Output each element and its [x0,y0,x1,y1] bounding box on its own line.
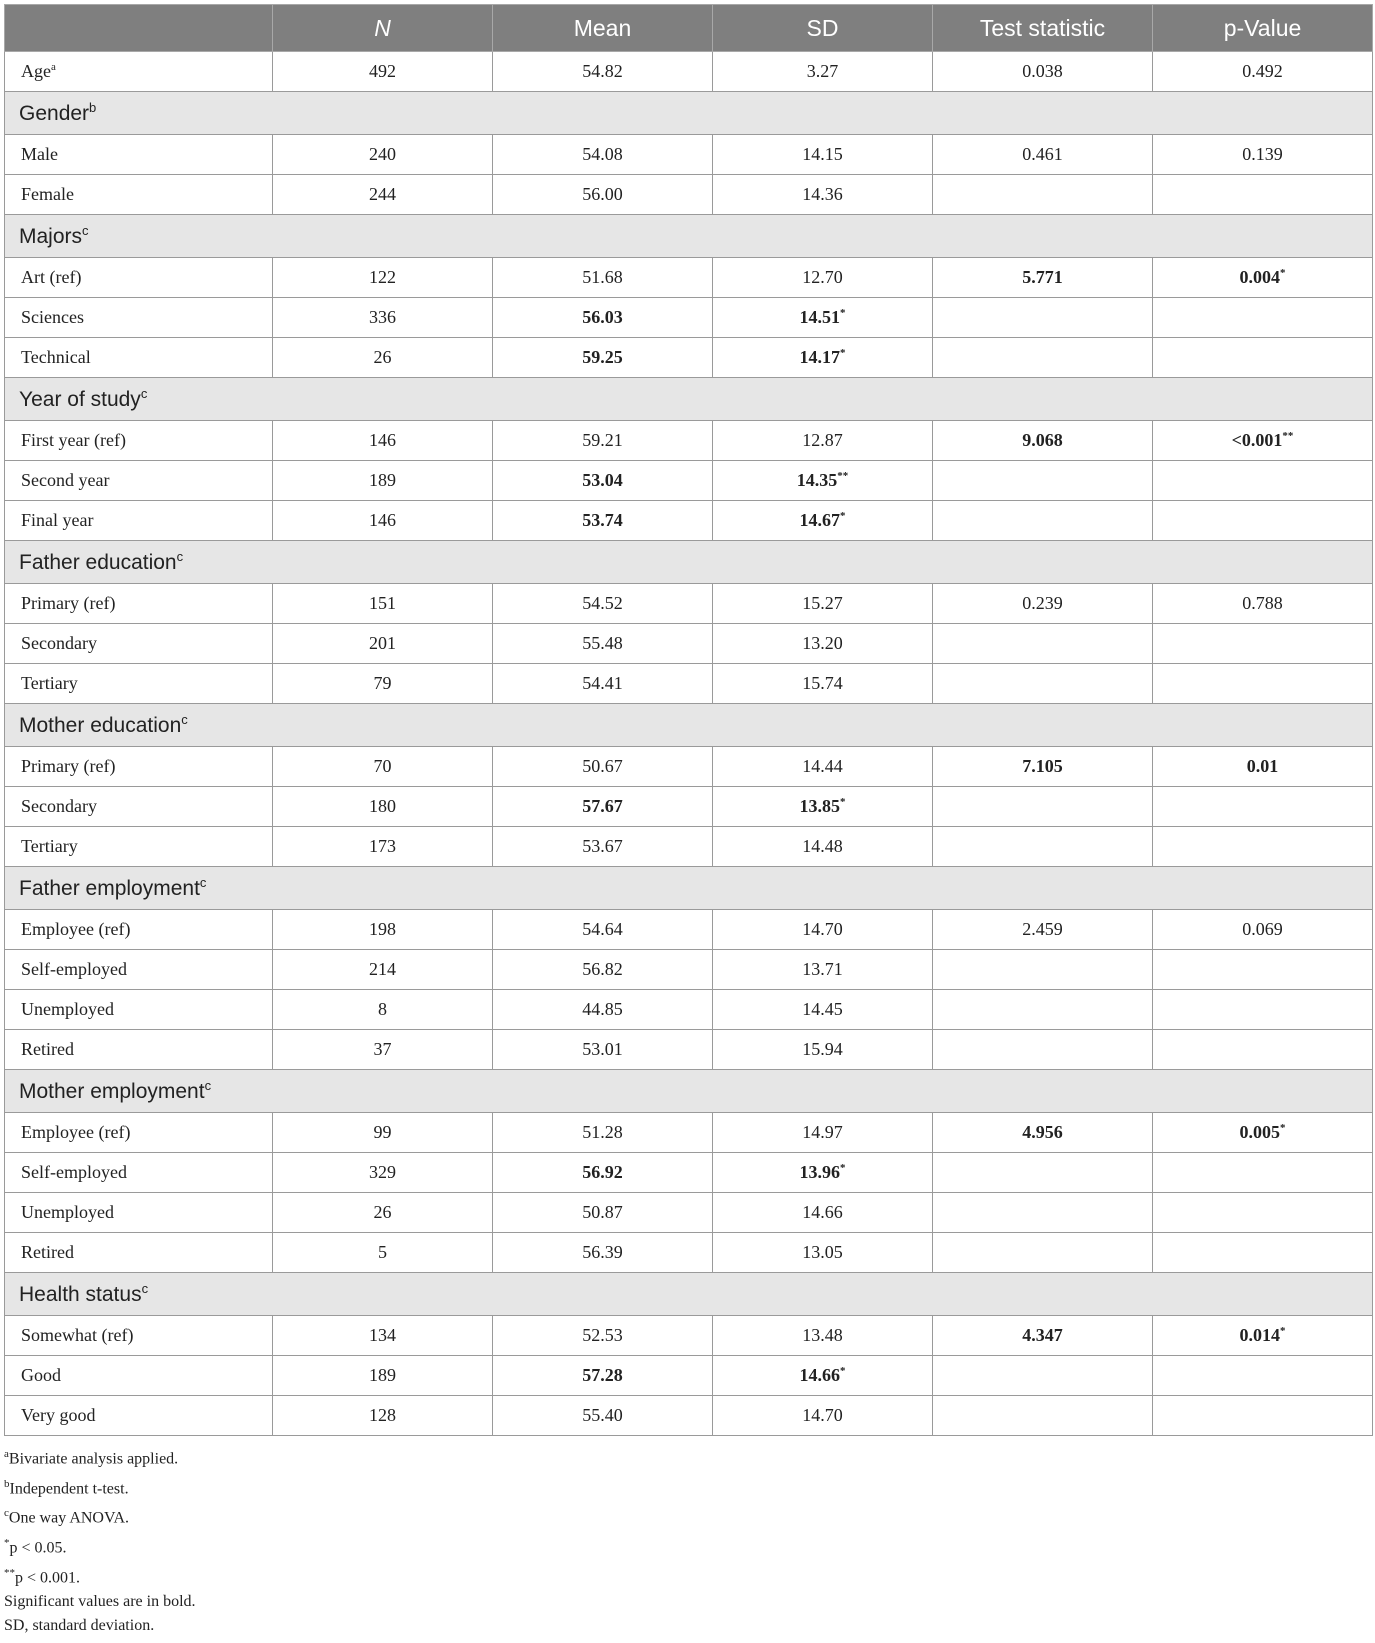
cell-p-value: <0.001** [1153,421,1373,461]
table-row [5,584,1373,624]
section-title: Health status$^c$ [5,1273,1373,1316]
cell-n: 189 [273,461,493,501]
cell-test-statistic [933,175,1153,215]
footnote: *p < 0.05. [4,1536,67,1557]
table-row [5,1113,1373,1153]
cell-test-statistic: 4.347 [933,1316,1153,1356]
table-row [5,1356,1373,1396]
cell-test-statistic [933,298,1153,338]
table-footnotes [4,1442,1372,1639]
section-title: Father employment$^c$ [5,867,1373,910]
header-p-value: p-Value [1153,5,1373,52]
cell-sd: 14.51* [713,298,933,338]
cell-n: 128 [273,1396,493,1436]
cell-mean: 57.28 [493,1356,713,1396]
table-row [5,1396,1373,1436]
table-row [5,175,1373,215]
cell-mean: 53.04 [493,461,713,501]
table-row [5,910,1373,950]
cell-sd: 14.17* [713,338,933,378]
footnote: Significant values are in bold. [4,1593,196,1611]
cell-n: 26 [273,1193,493,1233]
cell-mean: 55.48 [493,624,713,664]
cell-test-statistic: 0.239 [933,584,1153,624]
cell-n: 329 [273,1153,493,1193]
cell-mean: 50.67 [493,747,713,787]
cell-n: 492 [273,52,493,92]
cell-p-value [1153,1153,1373,1193]
cell-n: 122 [273,258,493,298]
cell-n: 240 [273,135,493,175]
cell-test-statistic [933,624,1153,664]
table-row [5,338,1373,378]
cell-sd: 14.70 [713,910,933,950]
cell-p-value: 0.069 [1153,910,1373,950]
cell-test-statistic [933,1030,1153,1070]
cell-test-statistic [933,1233,1153,1273]
footnote: $^c$One way ANOVA. [4,1507,130,1527]
cell-n: 99 [273,1113,493,1153]
cell-sd: 15.94 [713,1030,933,1070]
cell-n: 336 [273,298,493,338]
row-label: Employee (ref) [5,910,273,950]
cell-n: 146 [273,421,493,461]
cell-mean: 51.28 [493,1113,713,1153]
cell-sd: 14.15 [713,135,933,175]
row-label: First year (ref) [5,421,273,461]
row-label: Female [5,175,273,215]
cell-n: 146 [273,501,493,541]
cell-sd: 14.66 [713,1193,933,1233]
cell-sd: 15.27 [713,584,933,624]
cell-test-statistic: 9.068 [933,421,1153,461]
cell-n: 5 [273,1233,493,1273]
cell-p-value [1153,1193,1373,1233]
cell-mean: 54.08 [493,135,713,175]
cell-test-statistic [933,461,1153,501]
cell-n: 198 [273,910,493,950]
cell-n: 180 [273,787,493,827]
cell-p-value [1153,1233,1373,1273]
section-title: Father education$^c$ [5,541,1373,584]
cell-sd: 13.96* [713,1153,933,1193]
cell-mean: 56.00 [493,175,713,215]
cell-mean: 53.01 [493,1030,713,1070]
results-table-container [4,4,1372,1639]
cell-test-statistic [933,338,1153,378]
cell-n: 244 [273,175,493,215]
cell-mean: 59.21 [493,421,713,461]
cell-p-value: 0.139 [1153,135,1373,175]
table-row [5,1153,1373,1193]
cell-n: 79 [273,664,493,704]
table-row [5,624,1373,664]
row-label: Final year [5,501,273,541]
cell-mean: 54.82 [493,52,713,92]
cell-test-statistic [933,664,1153,704]
cell-sd: 14.44 [713,747,933,787]
cell-n: 201 [273,624,493,664]
cell-sd: 14.35** [713,461,933,501]
row-label: Unemployed [5,990,273,1030]
cell-p-value [1153,175,1373,215]
cell-mean: 56.82 [493,950,713,990]
results-table [4,4,1373,1436]
cell-sd: 13.85* [713,787,933,827]
cell-mean: 51.68 [493,258,713,298]
row-label: Secondary [5,624,273,664]
cell-mean: 56.92 [493,1153,713,1193]
table-row [5,1030,1373,1070]
cell-test-statistic: 2.459 [933,910,1153,950]
header-n: N [273,5,493,52]
table-row [5,747,1373,787]
cell-sd: 14.48 [713,827,933,867]
row-label: Age$^a$ [5,52,273,92]
cell-p-value: 0.005* [1153,1113,1373,1153]
cell-mean: 53.67 [493,827,713,867]
table-row [5,461,1373,501]
cell-sd: 15.74 [713,664,933,704]
cell-n: 26 [273,338,493,378]
row-label: Secondary [5,787,273,827]
cell-p-value: 0.01 [1153,747,1373,787]
row-label: Second year [5,461,273,501]
cell-mean: 50.87 [493,1193,713,1233]
section-title: Year of study$^c$ [5,378,1373,421]
cell-p-value [1153,624,1373,664]
row-label: Employee (ref) [5,1113,273,1153]
section-header-row [5,541,1373,584]
header-test-statistic: Test statistic [933,5,1153,52]
row-label: Self-employed [5,950,273,990]
table-row [5,421,1373,461]
cell-sd: 14.36 [713,175,933,215]
cell-test-statistic [933,1396,1153,1436]
cell-test-statistic: 4.956 [933,1113,1153,1153]
header-p-value-label: p [1223,14,1237,41]
cell-p-value [1153,990,1373,1030]
cell-test-statistic [933,950,1153,990]
table-row [5,1193,1373,1233]
cell-n: 189 [273,1356,493,1396]
table-row [5,501,1373,541]
cell-test-statistic [933,1356,1153,1396]
cell-mean: 59.25 [493,338,713,378]
row-label: Primary (ref) [5,584,273,624]
table-row [5,298,1373,338]
table-row [5,827,1373,867]
footnote: $^b$Independent t-test. [4,1477,129,1497]
section-header-row [5,1070,1373,1113]
table-row [5,1233,1373,1273]
cell-test-statistic [933,1153,1153,1193]
cell-p-value: 0.788 [1153,584,1373,624]
cell-mean: 56.03 [493,298,713,338]
row-label: Self-employed [5,1153,273,1193]
cell-mean: 56.39 [493,1233,713,1273]
cell-p-value [1153,1030,1373,1070]
section-header-row [5,215,1373,258]
cell-test-statistic: 0.461 [933,135,1153,175]
cell-test-statistic: 0.038 [933,52,1153,92]
cell-p-value: 0.014* [1153,1316,1373,1356]
cell-n: 173 [273,827,493,867]
cell-sd: 13.20 [713,624,933,664]
section-header-row [5,1273,1373,1316]
cell-sd: 13.71 [713,950,933,990]
cell-n: 151 [273,584,493,624]
table-row [5,258,1373,298]
cell-n: 70 [273,747,493,787]
row-label: Primary (ref) [5,747,273,787]
cell-sd: 12.87 [713,421,933,461]
cell-p-value [1153,664,1373,704]
cell-sd: 3.27 [713,52,933,92]
section-header-row [5,92,1373,135]
row-label: Retired [5,1030,273,1070]
cell-test-statistic: 7.105 [933,747,1153,787]
section-title: Gender$^b$ [5,92,1373,135]
table-row [5,950,1373,990]
cell-p-value [1153,461,1373,501]
row-label: Technical [5,338,273,378]
cell-p-value [1153,338,1373,378]
footnote: **p < 0.001. [4,1566,81,1586]
cell-p-value [1153,1356,1373,1396]
cell-p-value [1153,501,1373,541]
cell-sd: 14.67* [713,501,933,541]
cell-mean: 55.40 [493,1396,713,1436]
row-label: Somewhat (ref) [5,1316,273,1356]
cell-mean: 44.85 [493,990,713,1030]
row-label: Good [5,1356,273,1396]
row-label: Art (ref) [5,258,273,298]
row-label: Tertiary [5,827,273,867]
table-body [5,52,1373,1436]
cell-n: 37 [273,1030,493,1070]
section-title: Mother education$^c$ [5,704,1373,747]
section-title: Majors$^c$ [5,215,1373,258]
header-mean: Mean [493,5,713,52]
table-row [5,135,1373,175]
cell-test-statistic [933,787,1153,827]
cell-p-value [1153,787,1373,827]
cell-sd: 14.70 [713,1396,933,1436]
cell-test-statistic [933,990,1153,1030]
cell-p-value [1153,1396,1373,1436]
row-label: Male [5,135,273,175]
cell-p-value: 0.492 [1153,52,1373,92]
cell-p-value [1153,298,1373,338]
cell-test-statistic [933,827,1153,867]
cell-p-value [1153,950,1373,990]
cell-test-statistic: 5.771 [933,258,1153,298]
footnote: $^a$Bivariate analysis applied. [4,1448,179,1468]
section-header-row [5,867,1373,910]
row-label: Very good [5,1396,273,1436]
cell-mean: 54.64 [493,910,713,950]
row-label: Tertiary [5,664,273,704]
section-header-row [5,704,1373,747]
section-header-row [5,378,1373,421]
cell-sd: 14.45 [713,990,933,1030]
cell-mean: 53.74 [493,501,713,541]
cell-test-statistic [933,501,1153,541]
cell-n: 8 [273,990,493,1030]
cell-p-value [1153,827,1373,867]
cell-mean: 57.67 [493,787,713,827]
table-row [5,990,1373,1030]
header-sd: SD [713,5,933,52]
row-label: Retired [5,1233,273,1273]
footnote: SD, standard deviation. [4,1617,155,1635]
cell-test-statistic [933,1193,1153,1233]
cell-p-value: 0.004* [1153,258,1373,298]
row-label: Unemployed [5,1193,273,1233]
table-row [5,787,1373,827]
row-label: Sciences [5,298,273,338]
table-row [5,1316,1373,1356]
cell-sd: 14.97 [713,1113,933,1153]
table-row-age [5,52,1373,92]
cell-sd: 12.70 [713,258,933,298]
cell-sd: 13.48 [713,1316,933,1356]
cell-n: 134 [273,1316,493,1356]
header-blank [5,5,273,52]
table-row [5,664,1373,704]
cell-n: 214 [273,950,493,990]
cell-sd: 14.66* [713,1356,933,1396]
cell-sd: 13.05 [713,1233,933,1273]
section-title: Mother employment$^c$ [5,1070,1373,1113]
cell-mean: 54.52 [493,584,713,624]
cell-mean: 54.41 [493,664,713,704]
table-header-row [5,5,1373,52]
cell-mean: 52.53 [493,1316,713,1356]
